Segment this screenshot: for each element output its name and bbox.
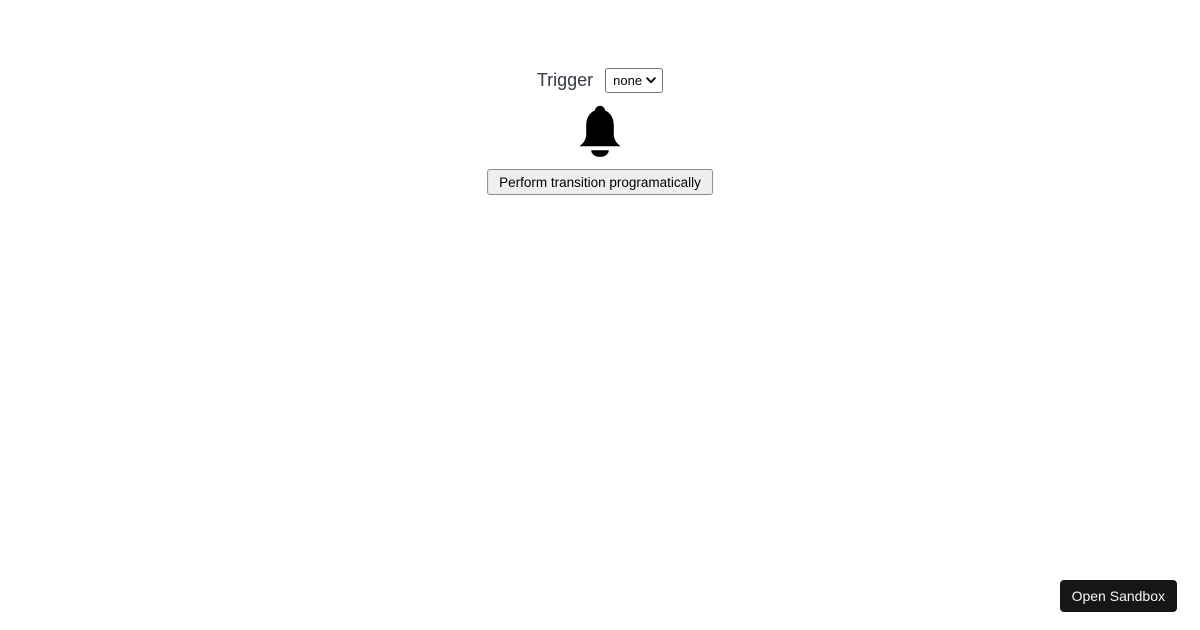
bell-icon <box>578 105 622 157</box>
trigger-select-wrap <box>605 68 663 93</box>
bell-icon-svg <box>578 105 622 157</box>
trigger-select[interactable] <box>605 68 663 93</box>
perform-transition-button[interactable]: Perform transition programatically <box>487 169 713 195</box>
open-sandbox-button[interactable]: Open Sandbox <box>1060 580 1177 612</box>
trigger-row <box>0 67 1200 93</box>
trigger-label: Trigger <box>536 70 594 90</box>
